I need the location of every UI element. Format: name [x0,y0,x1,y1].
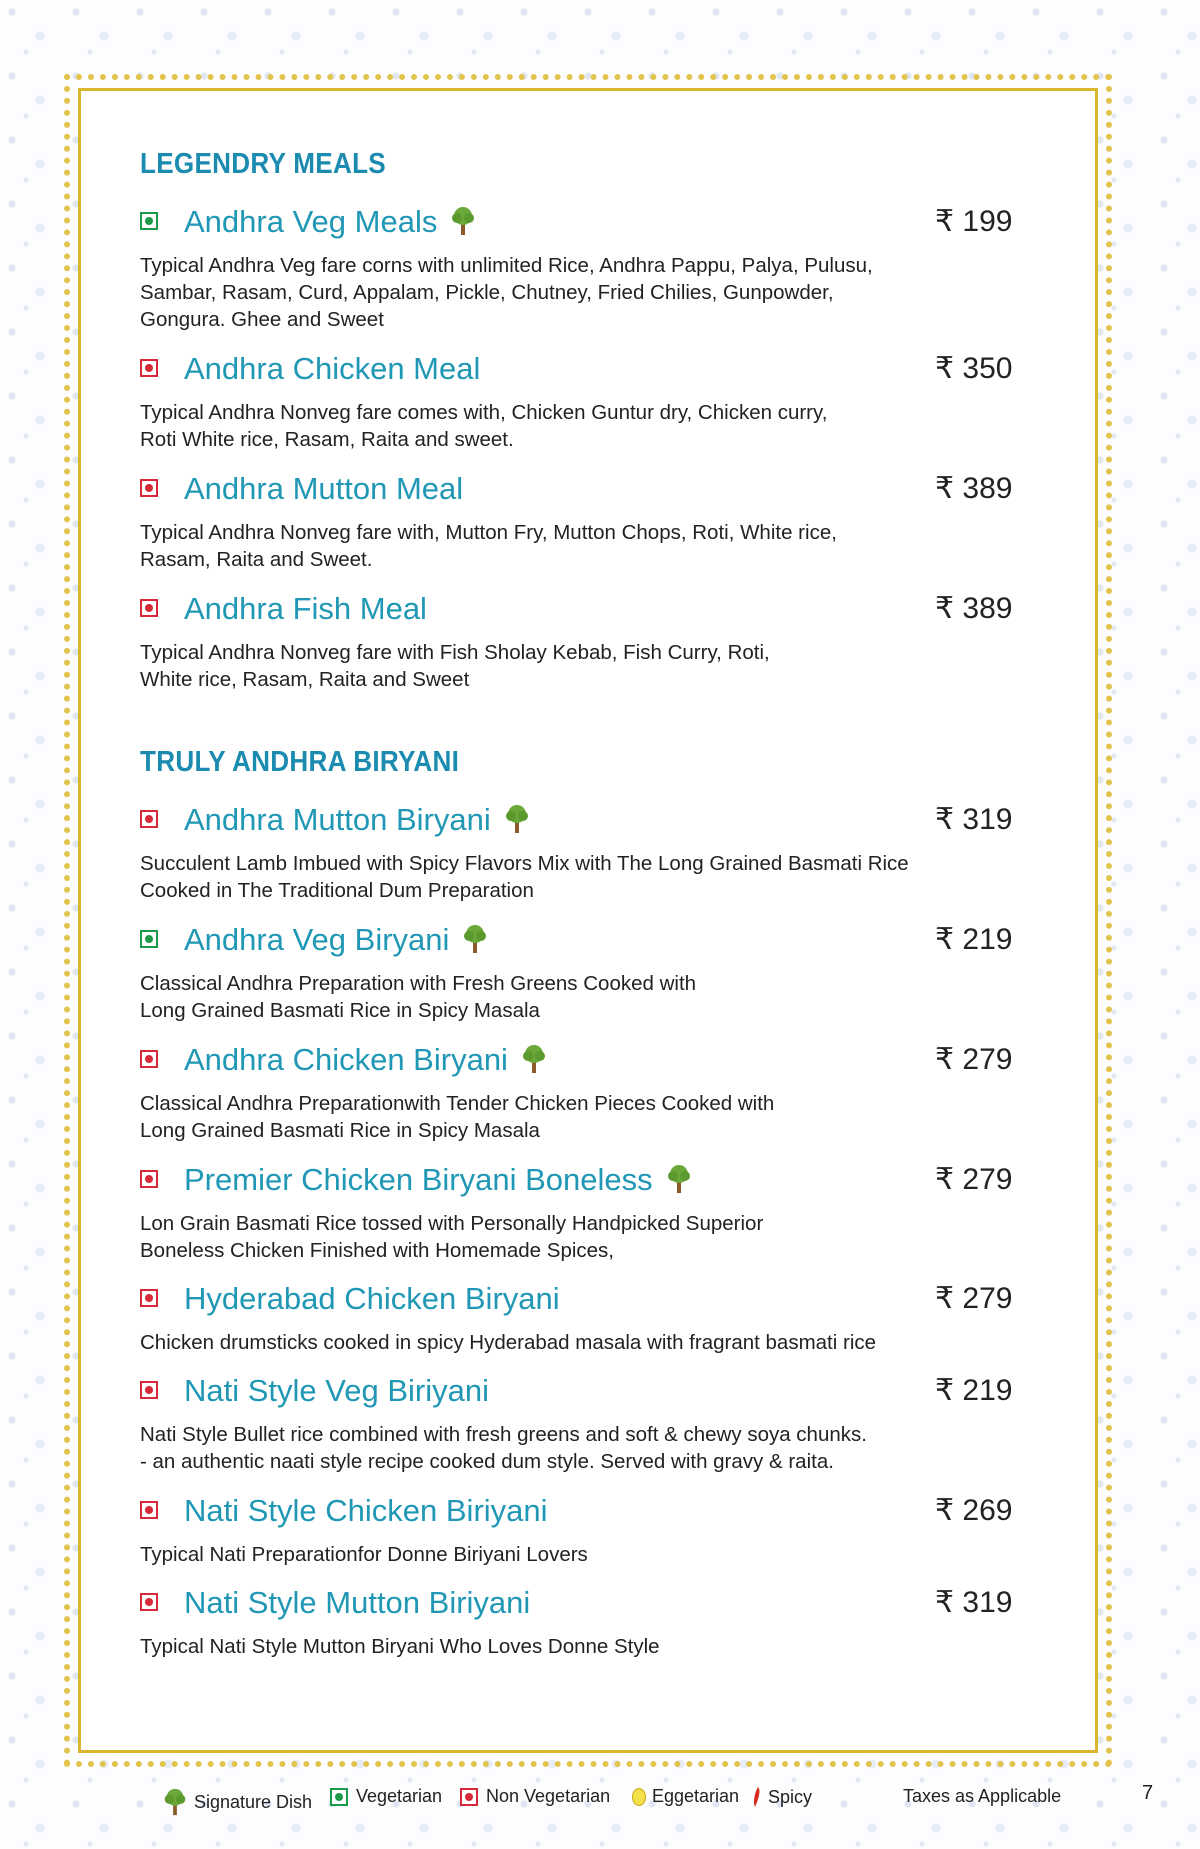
menu-item [140,1279,1020,1356]
signature-tree-icon [459,923,491,955]
menu-item [140,1160,1020,1264]
item-price: ₹ 319 [935,803,1013,836]
non-vegetarian-icon [140,1170,158,1188]
item-name: Andhra Mutton Meal [184,471,464,506]
non-vegetarian-icon [140,1593,158,1611]
item-name: Andhra Veg Meals [184,204,438,239]
non-vegetarian-icon [140,810,158,828]
item-name: Andhra Chicken Biryani [184,1042,508,1077]
menu-item [140,202,1020,333]
item-price: ₹ 199 [935,205,1013,238]
menu-item [140,1371,1020,1475]
menu-item [140,1583,1020,1660]
item-description: Typical Andhra Nonveg fare with Fish Sholay Kebab, Fish Curry, Roti, White rice, Rasam, Raita and Sweet [140,641,770,691]
item-price: ₹ 219 [935,923,1013,956]
item-price: ₹ 279 [935,1282,1013,1315]
signature-tree-icon [501,803,533,835]
item-price: ₹ 350 [935,352,1013,385]
item-name: Andhra Mutton Biryani [184,802,491,837]
non-vegetarian-icon [140,359,158,377]
chili-icon [752,1786,762,1808]
menu-item [140,589,1020,693]
signature-tree-icon [663,1163,695,1195]
page-number: 7 [1142,1782,1154,1804]
vegetarian-icon [140,930,158,948]
item-name: Nati Style Mutton Biriyani [184,1585,531,1620]
legend-signature-label: Signature Dish [194,1791,313,1812]
item-name: Nati Style Veg Biriyani [184,1373,489,1408]
item-name: Hyderabad Chicken Biryani [184,1281,560,1316]
legend-spicy-label: Spicy [768,1786,813,1807]
signature-tree-icon [160,1786,190,1818]
legend-signature [160,1786,312,1818]
legend [160,1786,1060,1816]
vegetarian-icon [330,1788,348,1806]
legend-vegetarian-label: Vegetarian [356,1786,443,1806]
item-description: Classical Andhra Preparation with Fresh Greens Cooked with Long Grained Basmati Rice in Spicy Masala [140,972,697,1022]
taxes-note: Taxes as Applicable [903,1786,1062,1806]
non-vegetarian-icon [140,1289,158,1307]
non-vegetarian-icon [140,479,158,497]
legend-taxes [903,1786,1061,1807]
signature-tree-icon [447,205,479,237]
legend-vegetarian [330,1786,442,1807]
section-title-truly-andhra-biryani: TRULY ANDHRA BIRYANI [140,746,460,778]
item-price: ₹ 319 [935,1586,1013,1619]
item-name: Premier Chicken Biryani Boneless [184,1162,653,1197]
item-name: Andhra Chicken Meal [184,351,481,386]
item-description: Lon Grain Basmati Rice tossed with Personally Handpicked Superior Boneless Chicken Finished with Homemade Spices, [140,1212,764,1262]
legend-eggetarian [632,1786,739,1807]
item-description: Classical Andhra Preparationwith Tender Chicken Pieces Cooked with Long Grained Basmati Rice in Spicy Masala [140,1092,775,1142]
egg-icon [632,1788,646,1806]
signature-tree-icon [518,1043,550,1075]
vegetarian-icon [140,212,158,230]
item-name: Andhra Veg Biryani [184,922,450,957]
item-price: ₹ 269 [935,1494,1013,1527]
item-description: Typical Andhra Nonveg fare comes with, Chicken Guntur dry, Chicken curry, Roti White rice, Rasam, Raita and sweet. [140,401,828,451]
menu-item [140,469,1020,573]
legend-nonveg [460,1786,610,1807]
item-description: Nati Style Bullet rice combined with fresh greens and soft & chewy soya chunks. - an authentic naati style recipe cooked dum style. Served with gravy & raita. [140,1423,867,1473]
menu-item [140,1491,1020,1568]
item-description: Typical Andhra Nonveg fare with, Mutton Fry, Mutton Chops, Roti, White rice, Rasam, Raita and Sweet. [140,521,837,571]
non-vegetarian-icon [140,1381,158,1399]
item-price: ₹ 389 [935,592,1013,625]
item-description: Typical Andhra Veg fare corns with unlimited Rice, Andhra Pappu, Palya, Pulusu, Sambar, Rasam, Curd, Appalam, Pickle, Chutney, Fried Chilies, Gunpowder, Gongura. Ghee and Sweet [140,254,873,331]
menu-item [140,349,1020,453]
menu-item [140,1040,1020,1144]
item-name: Nati Style Chicken Biriyani [184,1493,548,1528]
section-title-legendry-meals: LEGENDRY MEALS [140,148,386,180]
non-vegetarian-icon [140,1501,158,1519]
item-price: ₹ 279 [935,1163,1013,1196]
menu-item [140,800,1020,904]
item-price: ₹ 389 [935,472,1013,505]
item-price: ₹ 219 [935,1374,1013,1407]
item-name: Andhra Fish Meal [184,591,427,626]
non-vegetarian-icon [140,1050,158,1068]
item-description: Chicken drumsticks cooked in spicy Hyderabad masala with fragrant basmati rice [140,1331,877,1354]
legend-eggetarian-label: Eggetarian [652,1786,740,1806]
item-description: Typical Nati Preparationfor Donne Biriyani Lovers [140,1543,588,1566]
legend-nonveg-label: Non Vegetarian [486,1786,611,1806]
legend-spicy [752,1786,812,1808]
item-price: ₹ 279 [935,1043,1013,1076]
item-description: Succulent Lamb Imbued with Spicy Flavors Mix with The Long Grained Basmati Rice Cooked in The Traditional Dum Preparation [140,852,909,902]
menu-item [140,920,1020,1024]
non-vegetarian-icon [460,1788,478,1806]
item-description: Typical Nati Style Mutton Biryani Who Loves Donne Style [140,1635,660,1658]
non-vegetarian-icon [140,599,158,617]
